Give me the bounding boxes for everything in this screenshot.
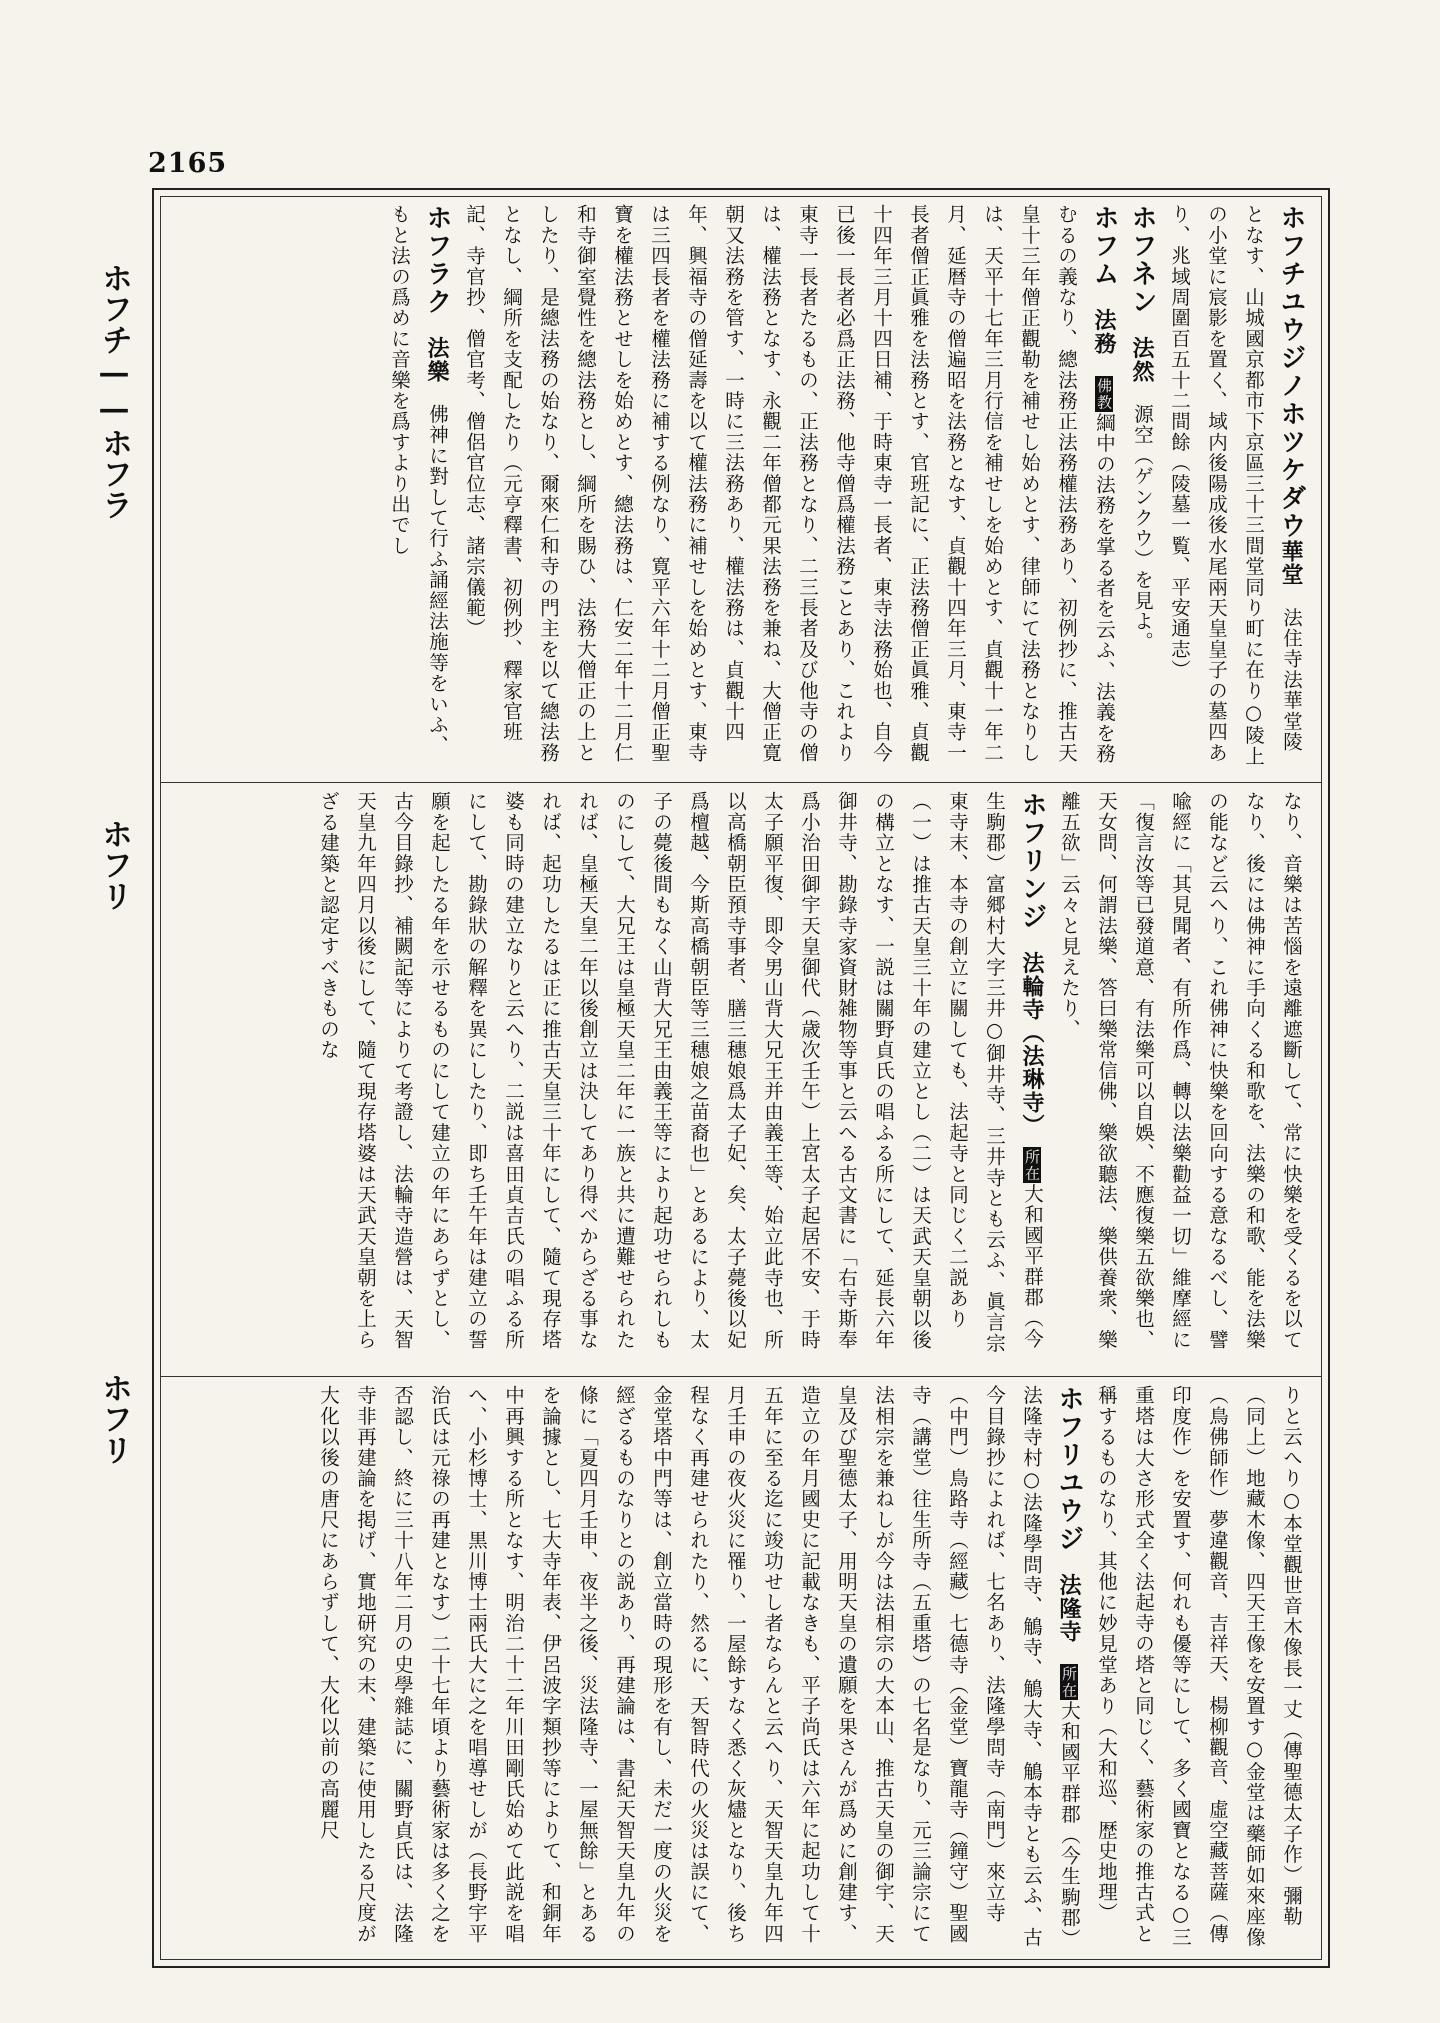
tier-top bbox=[160, 196, 1322, 778]
running-head-bottom: ホフリ bbox=[96, 1372, 132, 1465]
entry-term: 法務 bbox=[1091, 308, 1117, 356]
tier-bottom-text bbox=[172, 1385, 1310, 1952]
entry-heading: ホフリユウジ bbox=[1054, 1385, 1084, 1553]
entry-term: 法樂 bbox=[424, 336, 450, 384]
entry-heading: ホフネン bbox=[1127, 204, 1157, 316]
entry bbox=[1168, 204, 1306, 767]
entry bbox=[317, 1385, 1084, 1949]
running-head-top: ホフチ——ホフラ bbox=[96, 262, 132, 520]
entry-heading: ホフラク bbox=[422, 204, 452, 316]
running-head-middle: ホフリ bbox=[96, 818, 132, 911]
entry-body: 綱中の法務を掌る者を云ふ、法義を務むるの義なり、總法務正法務權法務あり、初例抄に、推古天皇十三年僧正觀勒を補せし始めとす、律師にて法務となりしは、天平十七年三月行信を補せしを始めとす、貞觀十一年二月、延暦寺の僧遍昭を法務となす、貞觀十四年三月、東寺一長者僧正眞雅を法務とす、官班記に、正法務僧正眞雅、貞觀十四年三月十四日補、于時東寺一長者、東寺法務始也、自今已後一長者必爲正法務、他寺僧爲權法務ことあり、これより東寺一長者たるもの、正法務となり、二三長者及び他寺の僧は、權法務となす、永觀二年僧都元果法務を兼ね、大僧正寛朝又法務を管す、一時に三法務あり、權法務は、貞觀十四年、興福寺の僧延壽を以て權法務に補せしを始めとす、東寺は三四長者を權法務に補する例なり、寛平六年十二月僧正聖寶を權法務とせしを始めとす、總法務は、仁安二年十二月仁和寺御室覺性を總法務とし、綱所を賜ひ、法務大僧正の上としたり、是總法務の始なり、爾來仁和寺の門主を以て總法務となし、綱所を支配したり（元亨釋書、初例抄、釋家官班記、寺官抄、僧官考、僧侶官位志、諸宗儀範） bbox=[463, 204, 1116, 765]
page-number: 2165 bbox=[148, 148, 228, 179]
entry-term: 華堂 bbox=[1278, 540, 1304, 587]
entry-body: 源空（ゲンクウ）を見よ。 bbox=[1131, 403, 1154, 653]
entry bbox=[1127, 204, 1157, 653]
location-tag: 所在 bbox=[1060, 1666, 1078, 1699]
entry bbox=[317, 791, 1047, 1354]
entry-heading: ホフチユウジノホツケダウ bbox=[1276, 204, 1306, 540]
page-frame bbox=[152, 188, 1330, 1968]
entry-heading: ホフリンジ bbox=[1017, 791, 1047, 931]
tier-middle-text bbox=[172, 791, 1310, 1365]
tier-top-text bbox=[172, 204, 1310, 770]
entry-continuation: なり、音樂は苦惱を遠離遮斷して、常に快樂を受くるを以てなり、後には佛神に手向くる和歌を、法樂の和歌、能を法樂の能など云へり、これ佛神に快樂を回向する意なるべし、譬喩經に「其見聞者、有所作爲、轉以法樂勸益一切」維摩經に「復言汝等已發道意、有法樂可以自娛、不應復樂五欲樂也、天女問、何謂法樂、答曰樂常信佛、樂欲聽法、樂供養衆、樂離五欲」云々と見えたり、 bbox=[1058, 791, 1303, 1350]
entry-body: 法住寺法華堂陵となす、山城國京都市下京區三十三間堂同り町に在り○陵上の小堂に宸影を置く、域内後陽成後水尾兩天皇皇子の墓四あり、兆域周圍百五十二間餘（陵墓一覧、平安通志） bbox=[1168, 204, 1303, 767]
entry-term: 法輪寺（法琳寺） bbox=[1019, 951, 1045, 1127]
entry bbox=[463, 204, 1119, 765]
tier-middle bbox=[160, 782, 1322, 1373]
entry-term: 法隆寺 bbox=[1056, 1573, 1082, 1644]
entry-body: 大和國平群郡（今生駒郡）法隆寺村○法隆學問寺、鵤寺、鵤大寺、鵤本寺とも云ふ、古今目錄抄によれば、七名あり、法隆學問寺（南門）來立寺（中門）鳥路寺（經藏）七德寺（金堂）寶龍寺（鐘守）聖國寺（講堂）往生所寺（五重塔）の七名是なり、元三論宗にて法相宗を兼ねしが今は法相宗の大本山、推古天皇の御宇、天皇及び聖德太子、用明天皇の遺願を果さんが爲めに創建す、造立の年月國史に記載なきも、平子尚氏は六年に起功して十五年に至る迄に竣功せし者ならんと云へり、天智天皇九年四月壬申の夜火災に罹り、一屋餘すなく悉く灰燼となり、後ち程なく再建せられたり、然るに、天智時代の火災は誤にて、金堂塔中門等は、創立當時の現形を有し、未だ一度の火災を經ざるものなりとの説あり、再建論は、書紀天智天皇九年の條に「夏四月壬申、夜半之後、災法隆寺、一屋無餘」とあるを論據とし、七大寺年表、伊呂波字類抄等によりて、和銅年中再興する所となす、明治二十二年川田剛氏始めて此説を唱へ、小杉博士、黒川博士兩氏大に之を唱導せしが（長野宇平治氏は元祿の再建となす）二十七年頃より藝術家は多く之を否認し、終に三十八年二月の史學雜誌に、關野貞氏は、法隆寺非再建論を掲げ、實地研究の末、建築に使用したる尺度が大化以後の唐尺にあらずして、大化以前の高麗尺 bbox=[317, 1385, 1081, 1949]
entry bbox=[388, 204, 452, 756]
entry-heading: ホフム bbox=[1089, 204, 1119, 288]
location-tag: 所在 bbox=[1023, 1149, 1041, 1182]
entry-body: 佛神に對して行ふ誦經法施等をいふ、もと法の爲めに音樂を爲すより出でし bbox=[388, 204, 449, 756]
tier-bottom bbox=[160, 1376, 1322, 1960]
entry-continuation: りと云へり○本堂觀世音木像長一丈（傳聖德太子作）彌勒（同上）地藏木像、四天王像を安置す○金堂は藥師如來座像（鳥佛師作）夢違觀音、吉祥天、楊柳觀音、虛空藏菩薩（傳印度作）を安置す、何れも優等にして、多く國寶となる○三重塔は大さ形式全く法起寺の塔と同じく、藝術家の推古式と稱するものなり、其他に妙見堂あり（大和巡、歴史地理） bbox=[1095, 1385, 1303, 1948]
entry-body: 大和國平群郡（今生駒郡）富郷村大字三井○御井寺、三井寺とも云ふ、眞言宗東寺末、本寺の創立に關しても、法起寺と同じく二説あり（一）は推古天皇三十年の建立とし（二）は天武天皇朝以後の構立となす、一説は關野貞氏の唱ふる所にして、延長六年御井寺、勘錄寺家資財雑物等事と云へる古文書に「右寺斯奉爲小治田御宇天皇御代（歳次壬午）上宮太子起居不安、于時太子願平復、即令男山背大兄王并由義王等、始立此寺也、所以高橋朝臣預寺事者、膳三穗娘爲太子妃、矣、太子薨後以妃爲檀越、今斯高橋朝臣等三穗娘之苗裔也」とあるにより、太子の薨後間もなく山背大兄王由義王等により起功せられしものにして、大兄王は皇極天皇二年に一族と共に遭難せられたれば、皇極天皇二年以後創立は決してあり得べからざる事なれば、起功したるは正に推古天皇三十年にして、隨て現存塔婆も同時の建立なりと云へり、二説は喜田貞吉氏の唱ふる所にして、勘錄狀の解釋を異にしたり、即ち壬午年は建立の誓願を起したる年を示せるものにして建立の年にあらずとし、古今目錄抄、補闕記等によりて考證し、法輪寺造營は、天智天皇九年四月以後にして、隨て現存塔婆は天武天皇朝を上らざる建築と認定すべきものな bbox=[317, 791, 1044, 1354]
entry-term: 法然 bbox=[1129, 336, 1155, 384]
category-tag: 佛教 bbox=[1095, 377, 1113, 411]
